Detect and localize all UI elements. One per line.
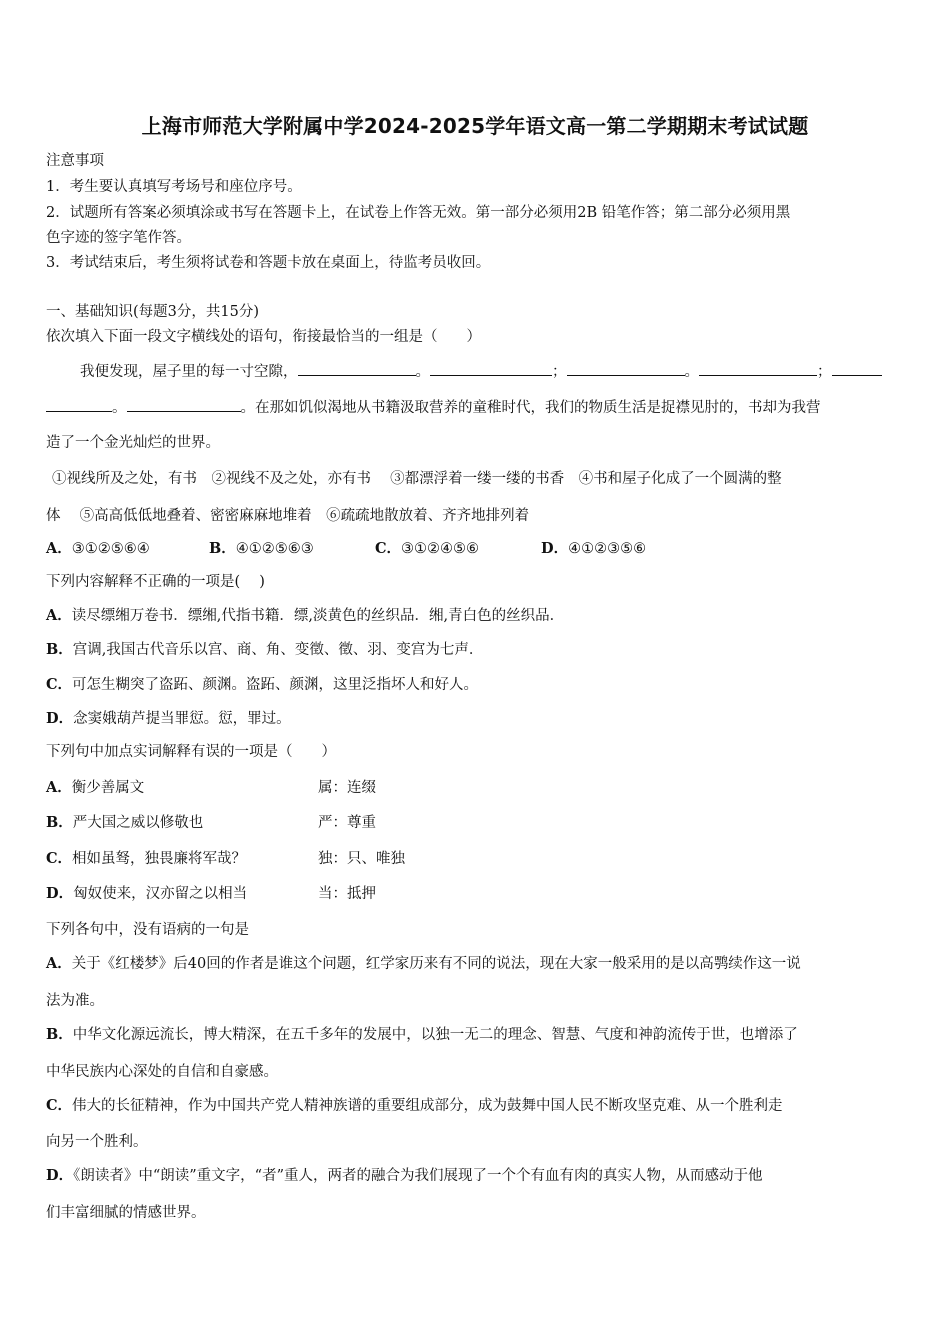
answer-blank (298, 361, 416, 376)
option-b[interactable]: B．中华文化源远流长，博大精深，在五千多年的发展中，以独一无二的理念、智慧、气度和神韵流传于世，也增添了 (46, 1026, 798, 1043)
question-stem: 下列句中加点实词解释有误的一项是（ ） (46, 744, 336, 760)
option-a[interactable]: A．读尽缥缃万卷书．缥缃,代指书籍．缥,淡黄色的丝织品．缃,青白色的丝织品． (46, 607, 565, 624)
option-d[interactable]: D．《朗读者》中“朗读”重文字，“者”重人，两者的融合为我们展现了一个个有血有肉的真实人物，从而感动于他 (46, 1167, 763, 1184)
notice-heading: 注意事项 (46, 153, 104, 169)
option-note: 独：只、唯独 (318, 851, 405, 867)
option-b[interactable]: B．④①②⑤⑥③ (209, 540, 314, 557)
option-b[interactable]: B．宫调,我国古代音乐以宫、商、角、变徵、徵、羽、变宫为七声． (46, 641, 484, 658)
option-d[interactable]: D．匈奴使来，汉亦留之以相当 当：抵押 (46, 885, 376, 902)
answer-blank (430, 361, 552, 376)
option-d[interactable]: D．念窦娥葫芦提当罪愆。愆，罪过。 (46, 710, 291, 727)
passage-text: 造了一个金光灿烂的世界。 (46, 435, 220, 451)
option-c[interactable]: C．③①②④⑤⑥ (375, 540, 480, 557)
option-c[interactable]: C．可怎生糊突了盗跖、颜渊。盗跖、颜渊，这里泛指坏人和好人。 (46, 676, 479, 693)
choices-line: 体 ⑤高高低低地叠着、密密麻麻地堆着 ⑥疏疏地散放着、齐齐地排列着 (46, 508, 530, 524)
answer-blank (127, 397, 241, 412)
separator: ； (817, 364, 832, 380)
question-stem: 依次填入下面一段文字横线处的语句，衔接最恰当的一组是（ ） (46, 329, 481, 345)
option-b-cont: 中华民族内心深处的自信和自豪感。 (46, 1064, 278, 1080)
answer-blank (567, 361, 685, 376)
answer-blank (46, 397, 112, 412)
options-row (46, 539, 646, 559)
option-a[interactable]: A．关于《红楼梦》后40回的作者是谁这个问题，红学家历来有不同的说法，现在大家一般采用的是以高鹗续作这一说 (46, 955, 801, 972)
option-c[interactable]: C．伟大的长征精神，作为中国共产党人精神族谱的重要组成部分，成为鼓舞中国人民不断攻坚克难、从一个胜利走 (46, 1097, 783, 1114)
question-stem: 下列内容解释不正确的一项是( ) (46, 574, 265, 590)
notice-item: 3．考试结束后，考生须将试卷和答题卡放在桌面上，待监考员收回。 (46, 255, 491, 271)
option-note: 属：连缀 (318, 780, 376, 796)
question-stem: 下列各句中，没有语病的一句是 (46, 922, 249, 938)
answer-blank (832, 361, 882, 376)
separator: 。 (112, 400, 127, 416)
passage-line (80, 361, 882, 382)
passage-text: 我便发现，屋子里的每一寸空隙， (80, 364, 298, 380)
option-c[interactable]: C．相如虽驽，独畏廉将军哉？ 独：只、唯独 (46, 850, 405, 867)
separator: ； (552, 364, 567, 380)
page-title: 上海市师范大学附属中学2024-2025学年语文高一第二学期期末考试试题 (141, 114, 809, 138)
notice-item: 色字迹的签字笔作答。 (46, 230, 191, 246)
option-a-cont: 法为准。 (46, 993, 104, 1009)
choices-line: ①视线所及之处，有书 ②视线不及之处，亦有书 ③都漂浮着一缕一缕的书香 ④书和屋子化成了一个圆满的整 (52, 471, 782, 487)
option-c-cont: 向另一个胜利。 (46, 1134, 148, 1150)
option-d-cont: 们丰富细腻的情感世界。 (46, 1205, 206, 1221)
section-heading: 一、基础知识(每题3分，共15分) (46, 304, 259, 320)
option-note: 当：抵押 (318, 886, 376, 902)
separator: 。 (684, 364, 699, 380)
answer-blank (699, 361, 817, 376)
option-note: 严：尊重 (318, 815, 376, 831)
option-b[interactable]: B．严大国之威以修敬也 严：尊重 (46, 814, 376, 831)
option-d[interactable]: D．④①②③⑤⑥ (541, 540, 647, 557)
passage-line (46, 397, 821, 418)
notice-item: 1．考生要认真填写考场号和座位序号。 (46, 179, 302, 195)
notice-item: 2．试题所有答案必须填涂或书写在答题卡上，在试卷上作答无效。第一部分必须用2B 铅笔作答；第二部分必须用黑 (46, 205, 791, 221)
option-a[interactable]: A．③①②⑤⑥④ (46, 540, 150, 557)
passage-text: 。在那如饥似渴地从书籍汲取营养的童稚时代，我们的物质生活是捉襟见肘的，书却为我营 (240, 400, 821, 416)
separator: 。 (415, 364, 430, 380)
option-a[interactable]: A．衡少善属文 属：连缀 (46, 779, 376, 796)
